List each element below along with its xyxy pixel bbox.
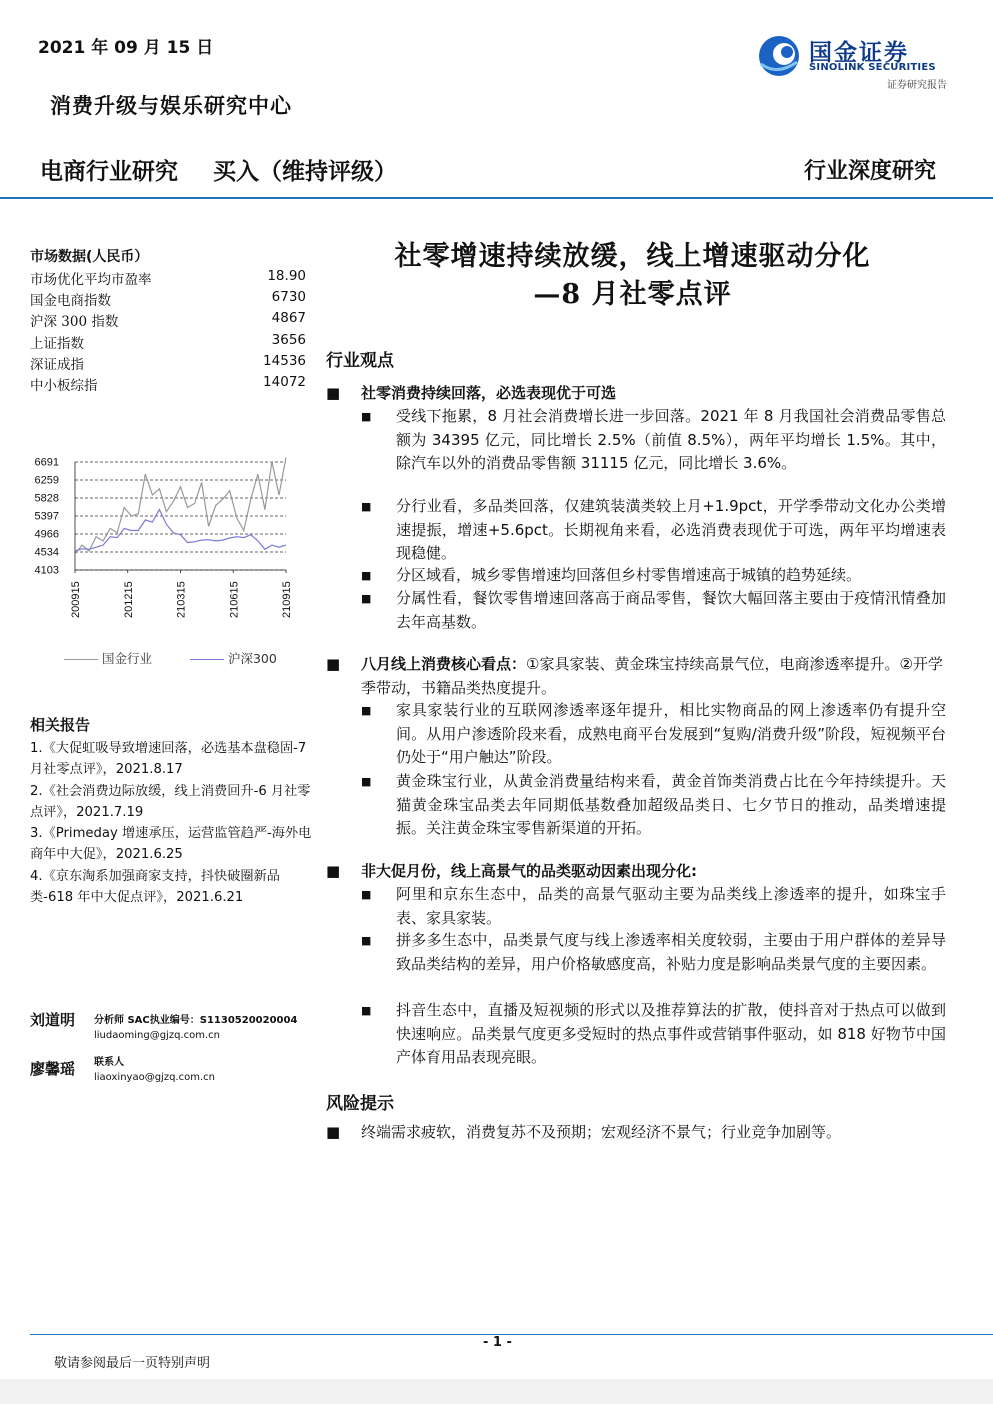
square-bullet-icon: ■ (361, 934, 372, 947)
related-reports-title: 相关报告 (30, 716, 91, 734)
y-tick-label: 6259 (34, 474, 59, 487)
sub-point (361, 587, 946, 634)
contact-info (94, 1055, 215, 1085)
rating-label: 买入（维持评级） (213, 159, 397, 185)
square-bullet-icon: ■ (361, 775, 372, 788)
x-tick-label: 210315 (175, 581, 188, 618)
market-row-value: 3656 (271, 332, 306, 348)
logo-subtitle: 证券研究报告 (887, 80, 947, 91)
x-tick-label: 200915 (70, 581, 82, 618)
sub-point-text: 家具家装行业的互联网渗透率逐年提升，相比实物商品的网上渗透率仍有提升空间。从用户渗透阶段来看，成熟电商平台发展到“复购/消费升级”阶段，短视频平台仍处于“用户触达”阶段。 (396, 701, 946, 766)
section-heading-view: 行业观点 (326, 351, 394, 371)
sub-point (361, 929, 946, 976)
legend-label: 沪深300 (227, 651, 277, 666)
page-number: - 1 - (483, 1335, 512, 1350)
related-report-item: 2.《社会消费边际放缓，线上消费回升-6 月社零点评》，2021.7.19 (30, 784, 311, 820)
sub-point-text: 抖音生态中，直播及短视频的形式以及推荐算法的扩散，使抖音对于热点可以做到快速响应。品类景气度更多受短时的热点事件或营销事件驱动，如 818 好物节中国产体育用品表现亮眼。 (396, 1001, 946, 1066)
sub-point (361, 564, 946, 588)
related-report-item: 4.《京东淘系加强商家支持，抖快破圈新品类-618 年中大促点评》，2021.6.21 (30, 869, 280, 905)
point-body: ①家具家装、黄金珠宝持续高景气位，电商渗透率提升。②开学季带动，书籍品类热度提升。 (361, 655, 943, 697)
square-bullet-icon: ■ (361, 1004, 372, 1017)
company-logo (757, 32, 947, 92)
market-row-label: 中小板综指 (30, 378, 98, 394)
industry-label: 电商行业研究 (40, 159, 178, 185)
point-text: 非大促月份，线上高景气的品类驱动因素出现分化: (361, 862, 698, 880)
sub-point-text: 黄金珠宝行业，从黄金消费量结构来看，黄金首饰类消费占比在今年持续提升。天猫黄金珠宝品类去年同期低基数叠加超级品类日、七夕节日的推动，品类增速提振。关注黄金珠宝零售新渠道的开拓。 (396, 772, 946, 837)
logo-text-cn: 国金证券 (809, 40, 909, 66)
logo-text-en: SINOLINK SECURITIES (809, 62, 936, 73)
market-row-label: 沪深 300 指数 (30, 314, 119, 330)
sub-point-text: 分行业看，多品类回落，仅建筑装潢类较上月+1.9pct，开学季带动文化办公类增速提振，增速+5.6pct。长期视角来看，必选消费表现优于可选，两年平均增速表现稳健。 (396, 497, 946, 562)
point-lead: 八月线上消费核心看点： (361, 655, 527, 673)
logo-mark-icon (757, 34, 801, 78)
y-tick-label: 4103 (34, 564, 59, 577)
y-tick-label: 5828 (34, 492, 59, 505)
square-bullet-icon: ■ (361, 592, 372, 605)
square-bullet-icon: ■ (326, 862, 341, 880)
analyst-name: 刘道明 (30, 1011, 76, 1029)
report-title (300, 238, 965, 314)
market-row (30, 289, 306, 309)
risk-text: 终端需求疲软，消费复苏不及预期；宏观经济不景气；行业竞争加剧等。 (361, 1123, 842, 1141)
title-line-1: 社零增速持续放缓，线上增速驱动分化 (394, 241, 871, 272)
sub-point (361, 405, 946, 476)
market-row-value: 14536 (263, 353, 306, 369)
market-row (30, 268, 306, 288)
market-data-title: 市场数据(人民币） (30, 249, 149, 265)
section-heading-risk: 风险提示 (326, 1094, 394, 1114)
legend-line-blue-icon (190, 659, 224, 660)
market-row-label: 国金电商指数 (30, 293, 111, 309)
market-row (30, 353, 306, 373)
risk-point (326, 1121, 946, 1145)
series-line-gjindustry (75, 458, 286, 555)
main-point (326, 860, 946, 884)
market-row-value: 6730 (271, 289, 306, 305)
y-tick-label: 4966 (34, 528, 59, 541)
point-text (361, 653, 946, 700)
y-tick-label: 6691 (34, 456, 59, 469)
square-bullet-icon: ■ (326, 384, 341, 402)
sub-point-text: 分区域看，城乡零售增速均回落但乡村零售增速高于城镇的趋势延续。 (396, 566, 862, 584)
contact-name: 廖馨瑶 (30, 1060, 76, 1078)
analyst-email[interactable]: liudaoming@gjzq.com.cn (94, 1030, 220, 1041)
report-type: 行业深度研究 (803, 158, 936, 184)
market-row-value: 18.90 (267, 268, 306, 284)
point-text: 社零消费持续回落，必选表现优于可选 (361, 384, 617, 402)
title-line-2: —8 月社零点评 (533, 279, 732, 310)
market-row-label: 上证指数 (30, 336, 84, 352)
bottom-strip (0, 1379, 993, 1404)
sub-point-text: 受线下拖累，8 月社会消费增长进一步回落。2021 年 8 月我国社会消费品零售总额为 34395 亿元，同比增长 2.5%（前值 8.5%），两年平均增长 1.5%。其中，除汽车以外的消费品零售额 31115 亿元，同比增长 3.6%。 (396, 407, 946, 472)
related-report-item: 3.《Primeday 增速承压，运营监管趋严-海外电商年中大促》，2021.6.25 (30, 826, 312, 862)
related-report-item: 1.《大促虹吸导致增速回落，必选基本盘稳固-7 月社零点评》，2021.8.17 (30, 741, 307, 777)
market-row (30, 374, 306, 394)
sub-point (361, 999, 946, 1070)
y-tick-label: 4534 (34, 546, 59, 559)
market-row-value: 14072 (263, 374, 306, 390)
market-row (30, 332, 306, 352)
legend-line-gray-icon (64, 659, 98, 660)
market-row-value: 4867 (271, 310, 306, 326)
legend-label: 国金行业 (102, 651, 153, 666)
y-tick-label: 5397 (34, 510, 59, 523)
x-tick-label: 201215 (122, 581, 135, 618)
square-bullet-icon: ■ (361, 569, 372, 582)
header-divider (0, 197, 993, 199)
market-row-label: 市场优化平均市盈率 (30, 272, 152, 288)
sub-point (361, 770, 946, 841)
contact-email[interactable]: liaoxinyao@gjzq.com.cn (94, 1072, 215, 1083)
analyst-info (94, 1013, 297, 1043)
research-center: 消费升级与娱乐研究中心 (50, 93, 292, 118)
main-point (326, 653, 946, 700)
square-bullet-icon: ■ (361, 410, 372, 423)
square-bullet-icon: ■ (326, 655, 341, 673)
footer-note: 敬请参阅最后一页特别声明 (54, 1356, 211, 1371)
x-tick-label: 210915 (281, 581, 293, 618)
contact-role: 联系人 (94, 1057, 124, 1068)
market-row-label: 深证成指 (30, 357, 84, 373)
index-line-chart (30, 448, 300, 628)
x-tick-label: 210615 (228, 581, 241, 618)
square-bullet-icon: ■ (361, 500, 372, 513)
analyst-role: 分析师 SAC执业编号：S1130520020004 (94, 1015, 298, 1026)
chart-legend (64, 649, 277, 667)
main-point (326, 382, 946, 406)
report-date: 2021 年 09 月 15 日 (38, 38, 214, 58)
square-bullet-icon: ■ (361, 888, 372, 901)
sub-point-text: 拼多多生态中，品类景气度与线上渗透率相关度较弱，主要由于用户群体的差异导致品类结构的差异，用户价格敏感度高，补贴力度是影响品类景气度的主要因素。 (396, 931, 946, 973)
sub-point (361, 495, 946, 566)
sub-point-text: 分属性看，餐饮零售增速回落高于商品零售，餐饮大幅回落主要由于疫情汛情叠加去年高基数。 (396, 589, 946, 631)
market-row (30, 310, 306, 330)
square-bullet-icon: ■ (361, 704, 372, 717)
sub-point-text: 阿里和京东生态中，品类的高景气驱动主要为品类线上渗透率的提升，如珠宝手表、家具家装。 (396, 885, 946, 927)
sub-point (361, 883, 946, 930)
square-bullet-icon: ■ (326, 1123, 341, 1141)
sub-point (361, 699, 946, 770)
